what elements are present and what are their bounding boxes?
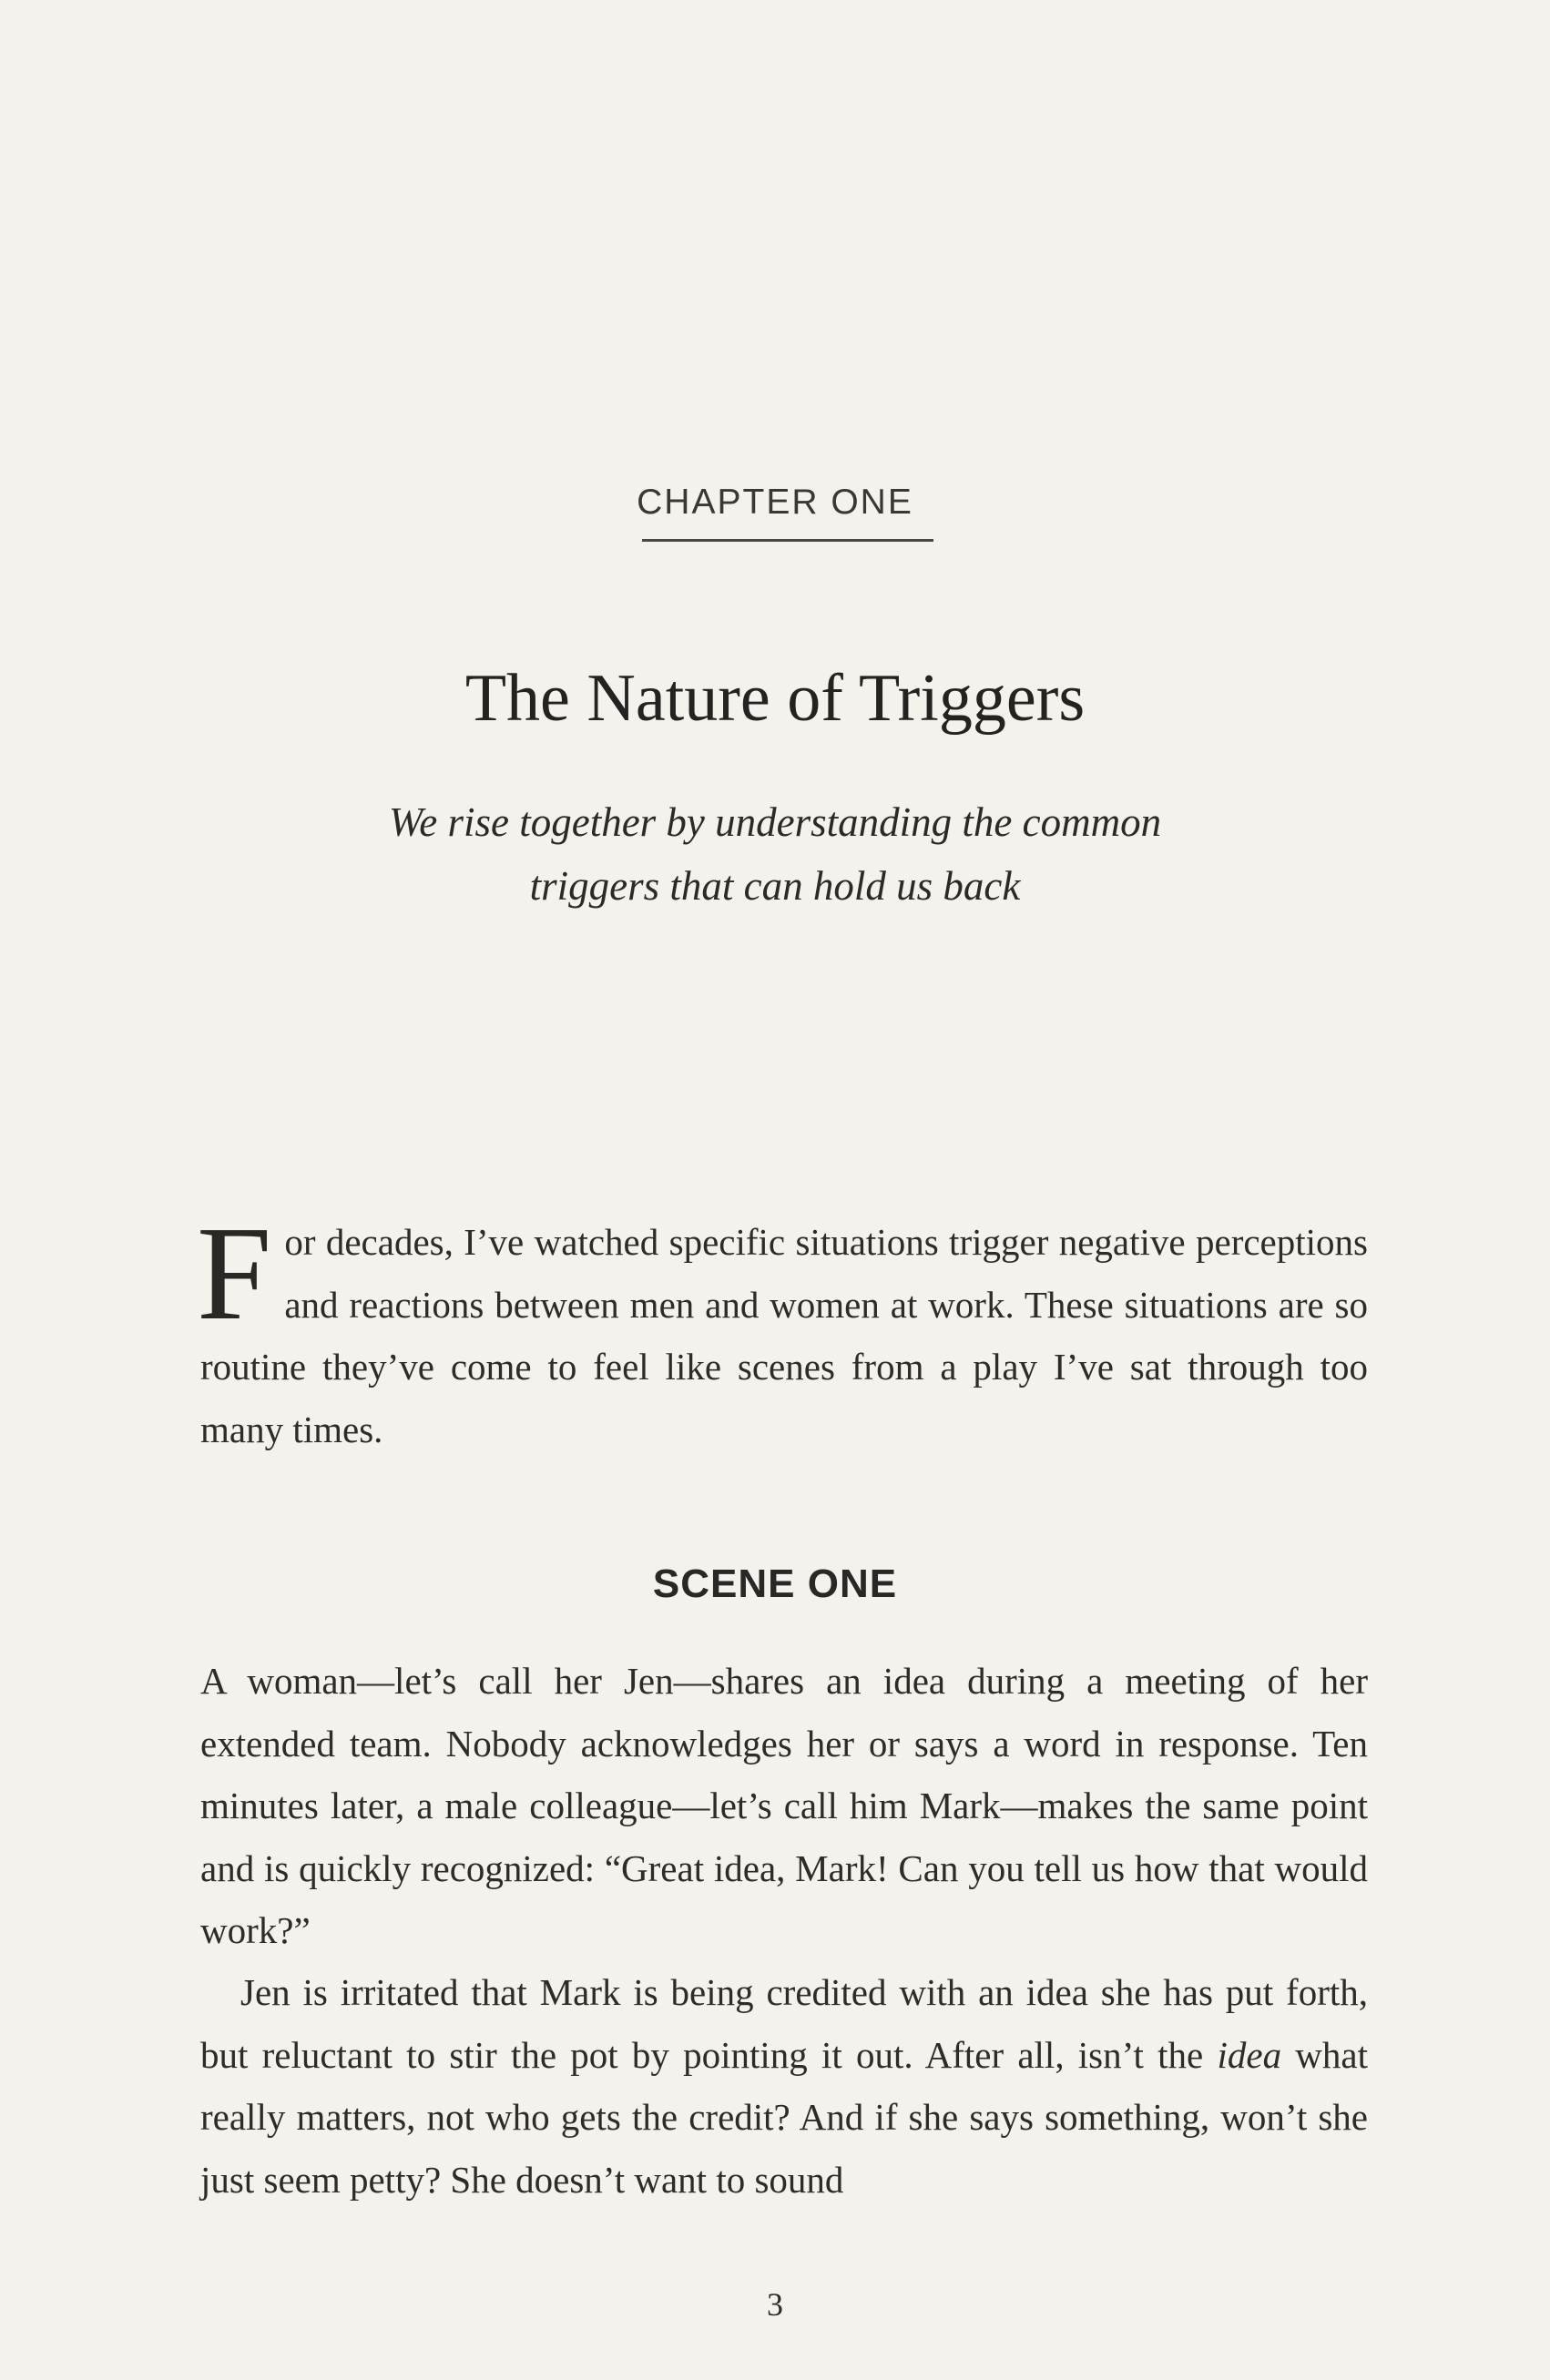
epigraph-line-1: We rise together by understanding the common <box>388 799 1162 845</box>
opening-text: or decades, I’ve watched specific situations trigger negative perceptions and reactions between men and women at work. These situations are so routine they’ve come to feel like scenes from a play I’ve sat through too many times. <box>200 1221 1368 1450</box>
scene-heading: SCENE ONE <box>652 1561 898 1606</box>
chapter-epigraph <box>0 790 1550 918</box>
emphasized-word: idea <box>1217 2033 1282 2076</box>
scene-paragraph-2 <box>200 1961 1368 2211</box>
paragraph-2-text-start: Jen is irritated that Mark is being credited with an idea she has put forth, but reluctant to stir the pot by pointing it out. After all, isn’t the <box>200 1971 1368 2076</box>
chapter-divider <box>642 539 933 542</box>
chapter-label: CHAPTER ONE <box>637 483 913 522</box>
chapter-title: The Nature of Triggers <box>464 661 1086 736</box>
drop-cap: F <box>197 1199 272 1348</box>
page-number: 3 <box>767 2286 783 2323</box>
opening-paragraph <box>197 1199 1368 1460</box>
paragraph-2-text-end: what really matters, not who gets the credit? And if she says something, won’t she just seem petty? She doesn’t want to sound <box>200 2033 1368 2201</box>
scene-paragraph-1: A woman—let’s call her Jen—shares an idea during a meeting of her extended team. Nobody acknowledges her or says a word in response. Ten minutes later, a male colleague—let’s call him Mark—makes the same point and is quickly recognized: “Great idea, Mark! Can you tell us how that would work?” <box>200 1660 1368 1951</box>
epigraph-line-2: triggers that can hold us back <box>529 863 1021 909</box>
